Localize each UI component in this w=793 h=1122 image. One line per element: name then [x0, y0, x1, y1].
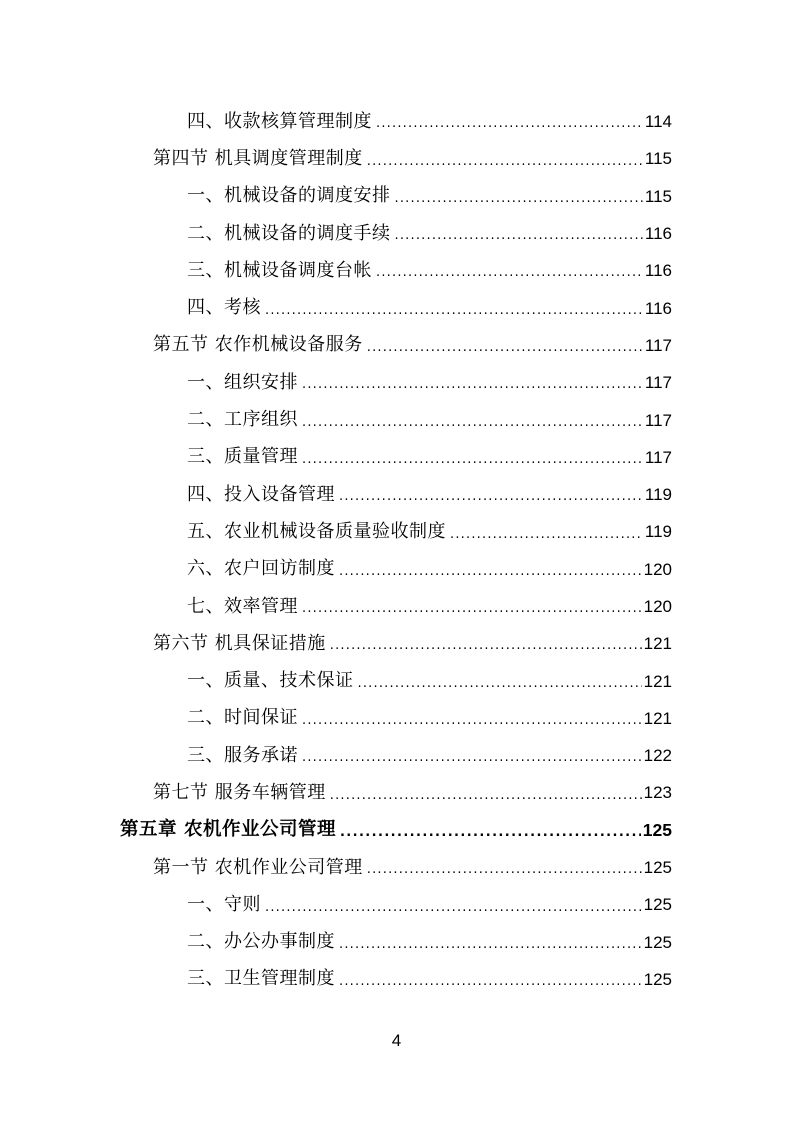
toc-entry-title: 七、效率管理: [187, 595, 298, 617]
toc-entry[interactable]: [0, 289, 793, 326]
toc-entry-page: 121: [643, 708, 672, 728]
toc-entry[interactable]: [0, 476, 793, 513]
toc-entry-title: 第一节 农机作业公司管理: [153, 856, 363, 878]
toc-entry-page: 117: [644, 335, 672, 355]
toc-entry-title: 三、机械设备调度台帐: [187, 259, 372, 281]
toc-entry-title: 第六节 机具保证措施: [153, 632, 326, 654]
toc-leader-dots: [395, 192, 643, 215]
toc-entry-page: 123: [643, 783, 672, 803]
toc-entry[interactable]: [0, 588, 793, 625]
toc-entry-page: 125: [643, 895, 672, 915]
toc-entry[interactable]: [0, 439, 793, 476]
table-of-contents: [0, 103, 793, 998]
toc-entry-page: 116: [644, 261, 672, 281]
toc-leader-dots: [302, 602, 642, 625]
toc-leader-dots: [330, 789, 642, 812]
toc-entry-title: 一、机械设备的调度安排: [187, 185, 391, 207]
toc-entry-page: 116: [644, 224, 672, 244]
toc-entry-title: 四、收款核算管理制度: [187, 110, 372, 132]
toc-entry-page: 121: [643, 671, 672, 691]
toc-entry-title: 五、农业机械设备质量验收制度: [187, 520, 446, 542]
toc-leader-dots: [339, 490, 643, 513]
page-number: 4: [391, 1031, 402, 1050]
toc-leader-dots: [339, 938, 642, 961]
toc-entry-page: 120: [643, 559, 672, 579]
toc-entry[interactable]: [0, 551, 793, 588]
toc-entry-page: 125: [643, 969, 672, 989]
toc-chapter-entry[interactable]: [0, 812, 793, 849]
toc-entry-page: 125: [643, 932, 672, 952]
toc-entry[interactable]: [0, 849, 793, 886]
toc-entry-page: 125: [643, 858, 672, 878]
toc-leader-dots: [302, 714, 642, 737]
toc-entry[interactable]: [0, 662, 793, 699]
toc-leader-dots: [450, 528, 643, 551]
toc-leader-dots: [330, 639, 642, 662]
toc-entry-page: 117: [644, 447, 672, 467]
toc-leader-dots: [265, 304, 643, 327]
toc-leader-dots: [358, 677, 642, 700]
toc-entry-title: 第七节 服务车辆管理: [153, 781, 326, 803]
toc-entry-title: 第五节 农作机械设备服务: [153, 334, 363, 356]
toc-leader-dots: [395, 229, 643, 252]
toc-entry-title: 第四节 机具调度管理制度: [153, 147, 363, 169]
toc-leader-dots: [302, 378, 643, 401]
toc-leader-dots: [339, 565, 642, 588]
toc-entry-title: 六、农户回访制度: [187, 558, 335, 580]
toc-entry-title: 第五章 农机作业公司管理: [120, 819, 336, 841]
toc-entry-title: 一、组织安排: [187, 371, 298, 393]
toc-entry[interactable]: [0, 737, 793, 774]
toc-entry-title: 二、机械设备的调度手续: [187, 222, 391, 244]
toc-entry[interactable]: [0, 774, 793, 811]
toc-entry-title: 二、时间保证: [187, 707, 298, 729]
toc-entry[interactable]: [0, 252, 793, 289]
toc-entry-page: 119: [644, 485, 672, 505]
toc-entry[interactable]: [0, 700, 793, 737]
toc-leader-dots: [339, 975, 642, 998]
toc-entry[interactable]: [0, 364, 793, 401]
toc-leader-dots: [302, 416, 643, 439]
toc-entry-page: 114: [644, 112, 672, 132]
toc-entry-page: 125: [642, 819, 672, 840]
toc-entry-title: 三、服务承诺: [187, 744, 298, 766]
toc-entry-title: 二、工序组织: [187, 409, 298, 431]
toc-entry[interactable]: [0, 327, 793, 364]
toc-entry-page: 115: [644, 149, 672, 169]
toc-entry-page: 117: [644, 373, 672, 393]
toc-leader-dots: [367, 863, 642, 886]
toc-entry[interactable]: [0, 886, 793, 923]
toc-entry-title: 三、质量管理: [187, 446, 298, 468]
toc-leader-dots: [340, 826, 641, 849]
toc-entry[interactable]: [0, 140, 793, 177]
toc-entry-page: 120: [643, 597, 672, 616]
toc-entry[interactable]: [0, 625, 793, 662]
toc-leader-dots: [376, 117, 643, 140]
toc-entry-page: 121: [643, 634, 672, 654]
toc-entry-page: 117: [644, 410, 672, 430]
toc-entry-title: 四、考核: [187, 297, 261, 319]
toc-entry-page: 116: [644, 298, 672, 318]
toc-entry-title: 二、办公办事制度: [187, 931, 335, 953]
toc-leader-dots: [265, 901, 642, 924]
toc-entry[interactable]: [0, 961, 793, 998]
toc-leader-dots: [302, 453, 643, 476]
toc-entry[interactable]: [0, 178, 793, 215]
toc-entry[interactable]: [0, 924, 793, 961]
toc-entry-page: 122: [643, 746, 672, 766]
toc-entry-title: 一、质量、技术保证: [187, 670, 354, 692]
toc-entry-title: 四、投入设备管理: [187, 483, 335, 505]
toc-entry[interactable]: [0, 513, 793, 550]
toc-entry-title: 三、卫生管理制度: [187, 968, 335, 990]
toc-leader-dots: [302, 751, 642, 774]
toc-leader-dots: [376, 266, 643, 289]
toc-entry[interactable]: [0, 215, 793, 252]
toc-entry[interactable]: [0, 401, 793, 438]
toc-leader-dots: [367, 341, 643, 364]
toc-entry-title: 一、守则: [187, 893, 261, 915]
toc-entry[interactable]: [0, 103, 793, 140]
toc-entry-page: 115: [644, 186, 672, 206]
toc-leader-dots: [367, 155, 643, 178]
toc-entry-page: 119: [644, 522, 672, 542]
